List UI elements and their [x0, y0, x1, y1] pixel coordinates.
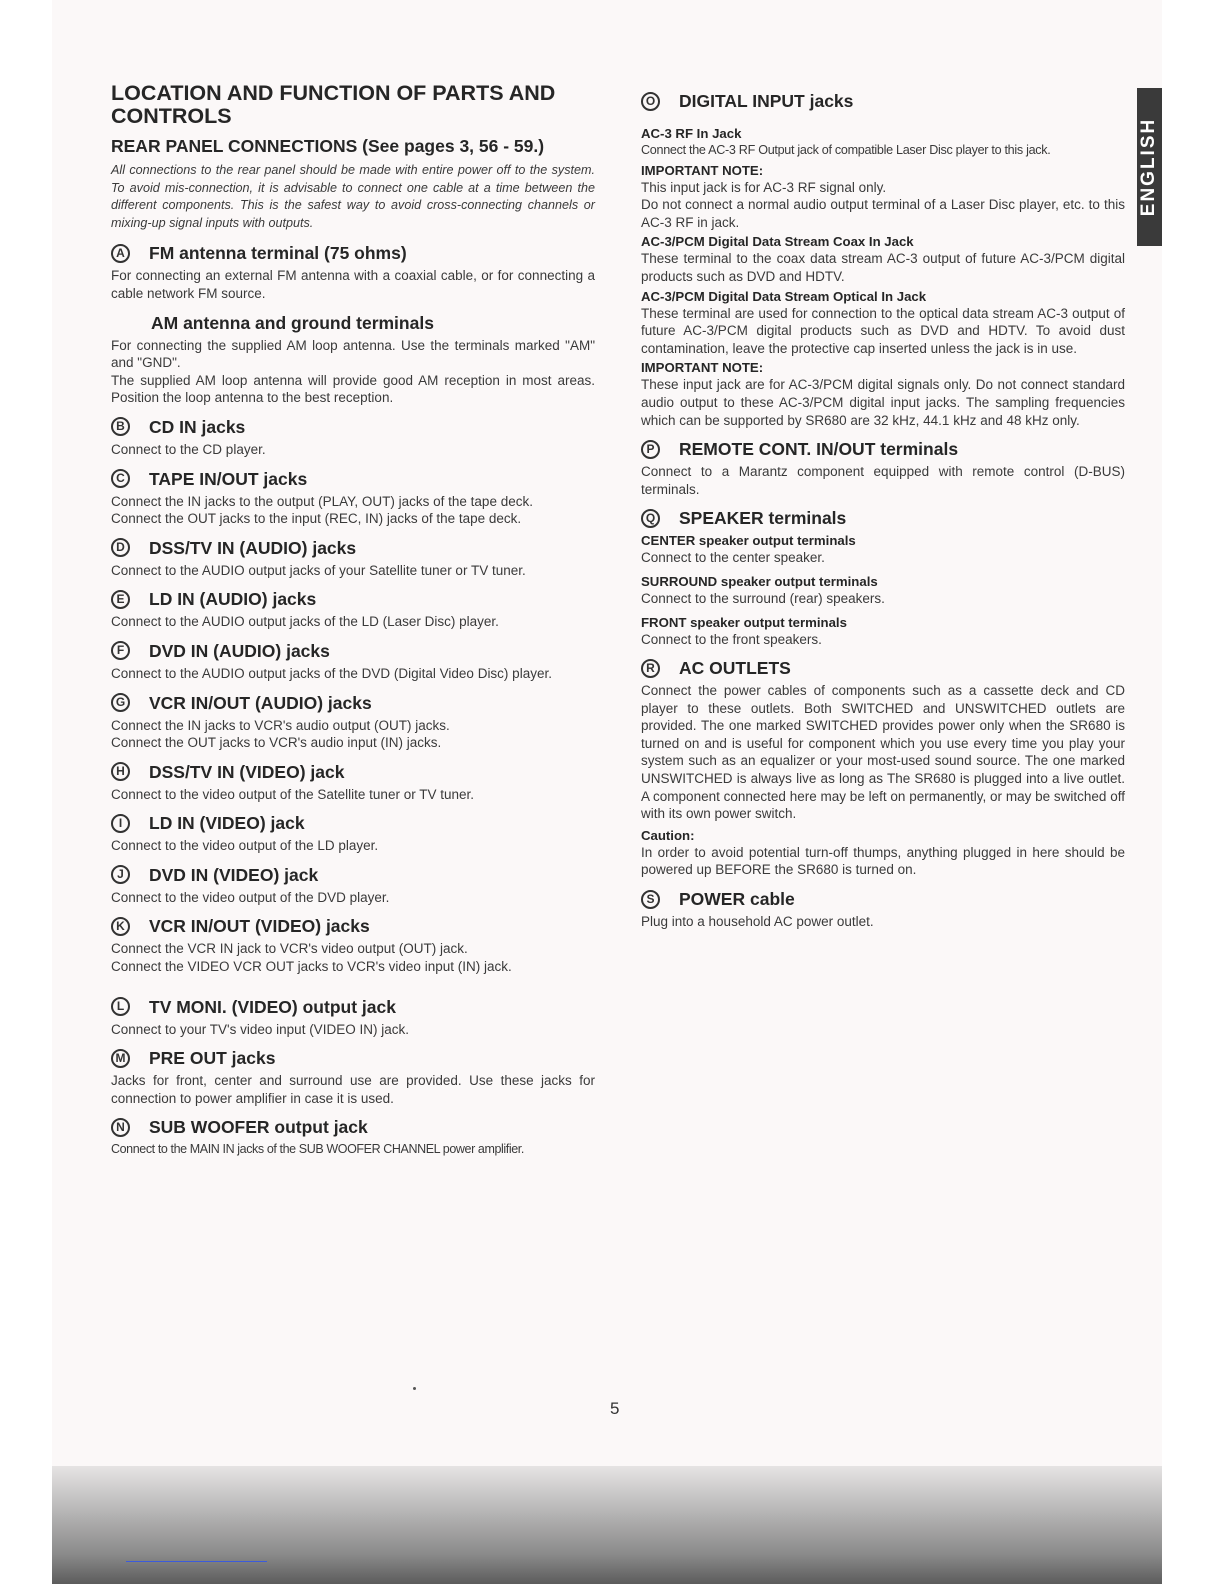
marker-s-icon: S	[641, 890, 660, 909]
marker-q-icon: Q	[641, 509, 660, 528]
section-dvd-audio	[111, 640, 595, 683]
marker-r-icon: R	[641, 659, 660, 678]
subsection-heading: CENTER speaker output terminals	[641, 533, 856, 549]
section-body: These terminal to the coax data stream AC-3 output of future AC-3/PCM digital products such as DVD and HDTV.	[641, 251, 1125, 284]
subsection-heading: AC-3/PCM Digital Data Stream Optical In Jack	[641, 288, 927, 304]
section-body: The supplied AM loop antenna will provide good AM reception in most areas. Position the loop antenna to the best reception.	[111, 372, 595, 406]
section-body: Connect to the video output of the DVD player.	[111, 889, 390, 905]
section-heading: PRE OUT jacks	[149, 1048, 276, 1069]
section-remote-cont	[641, 438, 1125, 498]
section-heading: SPEAKER terminals	[679, 508, 847, 529]
marker-l-icon: L	[111, 997, 130, 1016]
section-cd-in	[111, 416, 595, 459]
section-ld-audio	[111, 588, 595, 631]
section-body: For connecting an external FM antenna with a coaxial cable, or for connecting a cable network FM source.	[111, 268, 595, 301]
subsection-heading: AC-3/PCM Digital Data Stream Coax In Jack	[641, 234, 914, 250]
section-body: Connect the power cables of components such as a cassette deck and CD player to these outlets. Both SWITCHED and UNSWITCHED outlets are provided. The one marked SWITCHED provides power only when the SR680 is turned on and is useful for component which you use every time you play your system such as an equalizer or your most-used sound source. The one marked UNSWITCHED is always live as long as The SR680 is plugged into a live outlet. A component connected here may be left on permanently, or may be switched off with its own power switch.	[641, 683, 1125, 822]
section-heading: DIGITAL INPUT jacks	[679, 91, 854, 111]
page-title: LOCATION AND FUNCTION OF PARTS AND CONTROLS	[111, 81, 556, 128]
section-heading: DVD IN (VIDEO) jack	[149, 864, 319, 885]
section-body: Connect to the MAIN IN jacks of the SUB WOOFER CHANNEL power amplifier.	[111, 1142, 524, 1157]
section-heading: DSS/TV IN (VIDEO) jack	[149, 761, 345, 782]
marker-d-icon: D	[111, 538, 130, 557]
section-heading: LD IN (AUDIO) jacks	[149, 589, 317, 610]
section-ld-video	[111, 812, 595, 855]
subsection-heading: SURROUND speaker output terminals	[641, 573, 878, 589]
language-tab-label: ENGLISH	[1138, 117, 1160, 217]
section-body: This input jack is for AC-3 RF signal only.	[641, 179, 887, 195]
marker-j-icon: J	[111, 865, 130, 884]
section-dss-video	[111, 761, 595, 804]
section-body: These terminal are used for connection to the optical data stream AC-3 output of future AC-3/PCM digital products such as DVD and HDTV. To avoid dust contamination, leave the protective cap inserted unless the jack is in use.	[641, 305, 1125, 356]
marker-a-icon: A	[111, 244, 130, 263]
section-body: Connect the AC-3 RF Output jack of compatible Laser Disc player to this jack.	[641, 143, 1051, 157]
subsection-heading: IMPORTANT NOTE:	[641, 162, 764, 178]
section-body: Connect the OUT jacks to the input (REC, IN) jacks of the tape deck.	[111, 511, 522, 527]
section-heading: REMOTE CONT. IN/OUT terminals	[679, 439, 959, 460]
section-body: For connecting the supplied AM loop antenna. Use the terminals marked "AM" and "GND".	[111, 337, 595, 371]
section-body: Connect to the video output of the LD player.	[111, 838, 379, 854]
page-number: 5	[610, 1399, 620, 1418]
section-tape	[111, 468, 595, 528]
section-heading: DVD IN (AUDIO) jacks	[149, 640, 330, 661]
section-body: Connect to the AUDIO output jacks of the DVD (Digital Video Disc) player.	[111, 665, 552, 681]
section-am-antenna	[111, 312, 595, 407]
section-body: Connect the IN jacks to the output (PLAY, OUT) jacks of the tape deck.	[111, 493, 533, 509]
subsection-heading: Caution:	[641, 827, 695, 843]
section-heading: DSS/TV IN (AUDIO) jacks	[149, 537, 357, 558]
marker-f-icon: F	[111, 641, 130, 660]
section-title: REAR PANEL CONNECTIONS (See pages 3, 56 - 59.)	[111, 136, 545, 156]
section-body: Do not connect a normal audio output terminal of a Laser Disc player, etc. to this AC-3 RF in jack.	[641, 197, 1125, 230]
section-heading: POWER cable	[679, 889, 795, 910]
marker-p-icon: P	[641, 440, 660, 459]
section-body: Connect to the video output of the Satellite tuner or TV tuner.	[111, 786, 474, 802]
section-sub-woofer	[111, 1116, 595, 1159]
marker-e-icon: E	[111, 590, 130, 609]
subsection-heading: FRONT speaker output terminals	[641, 614, 847, 630]
section-body: Connect the VIDEO VCR OUT jacks to VCR's video input (IN) jack.	[111, 959, 512, 975]
section-heading: CD IN jacks	[149, 416, 246, 437]
section-power-cable	[641, 888, 1125, 931]
section-vcr-audio	[111, 692, 595, 752]
section-speaker	[641, 507, 1125, 648]
subsection-heading: IMPORTANT NOTE:	[641, 360, 764, 376]
section-heading: FM antenna terminal (75 ohms)	[149, 243, 407, 264]
section-body: Connect to the surround (rear) speakers.	[641, 590, 885, 606]
marker-n-icon: N	[111, 1118, 130, 1137]
marker-g-icon: G	[111, 693, 130, 712]
section-body: Connect to your TV's video input (VIDEO IN) jack.	[111, 1021, 409, 1037]
intro-text: All connections to the rear panel should be made with entire power off to the system. To avoid mis-connection, it is advisable to connect one cable at a time between the different components. This is the safest way to avoid cross-connecting channels or mixing-up signal inputs with outputs.	[111, 163, 595, 230]
section-body: Connect the VCR IN jack to VCR's video output (OUT) jack.	[111, 941, 468, 957]
section-body: Connect the IN jacks to VCR's audio output (OUT) jacks.	[111, 717, 450, 733]
section-fm-antenna	[111, 242, 595, 302]
marker-c-icon: C	[111, 469, 130, 488]
section-body: Connect to a Marantz component equipped with remote control (D-BUS) terminals.	[641, 464, 1125, 497]
section-pre-out	[111, 1047, 595, 1107]
marker-b-icon: B	[111, 417, 130, 436]
section-heading: AC OUTLETS	[679, 658, 791, 679]
section-vcr-video	[111, 915, 595, 975]
language-tab	[1137, 88, 1162, 246]
section-heading: AM antenna and ground terminals	[151, 312, 434, 333]
section-heading: SUB WOOFER output jack	[149, 1117, 368, 1138]
section-body: Connect to the AUDIO output jacks of your Satellite tuner or TV tuner.	[111, 562, 526, 578]
marker-o-icon: O	[641, 92, 660, 111]
marker-h-icon: H	[111, 762, 130, 781]
section-body: Jacks for front, center and surround use are provided. Use these jacks for connection to power amplifier in case it is used.	[111, 1073, 595, 1106]
marker-i-icon: I	[111, 814, 130, 833]
section-dss-audio	[111, 537, 595, 580]
ink-dot	[413, 1387, 416, 1390]
section-body: In order to avoid potential turn-off thumps, anything plugged in here should be powered up BEFORE the SR680 is turned on.	[641, 844, 1125, 878]
right-column	[641, 90, 1125, 940]
section-body: These input jack are for AC-3/PCM digital signals only. Do not connect standard audio output to these AC-3/PCM digital input jacks. The sampling frequencies which can be supported by SR680 are 32 kHz, 44.1 kHz and 48 kHz only.	[641, 377, 1125, 428]
section-body: Connect to the center speaker.	[641, 550, 825, 566]
section-body: Plug into a household AC power outlet.	[641, 914, 874, 930]
section-heading: VCR IN/OUT (AUDIO) jacks	[149, 692, 372, 713]
section-dvd-video	[111, 864, 595, 907]
section-body: Connect the OUT jacks to VCR's audio input (IN) jacks.	[111, 735, 442, 751]
section-body: Connect to the AUDIO output jacks of the LD (Laser Disc) player.	[111, 614, 499, 630]
section-heading: LD IN (VIDEO) jack	[149, 813, 305, 834]
section-body: Connect to the front speakers.	[641, 631, 822, 647]
section-digital-input	[641, 90, 1125, 429]
left-column	[111, 82, 595, 1168]
section-body: Connect to the CD player.	[111, 441, 266, 457]
page-bottom-shadow	[52, 1466, 1162, 1584]
marker-m-icon: M	[111, 1049, 130, 1068]
subsection-heading: AC-3 RF In Jack	[641, 126, 742, 141]
section-heading: VCR IN/OUT (VIDEO) jacks	[149, 916, 370, 937]
section-heading: TV MONI. (VIDEO) output jack	[149, 996, 396, 1017]
section-tv-moni	[111, 996, 595, 1039]
link-underline	[126, 1561, 267, 1562]
marker-k-icon: K	[111, 917, 130, 936]
section-heading: TAPE IN/OUT jacks	[149, 468, 308, 489]
section-ac-outlets	[641, 657, 1125, 879]
